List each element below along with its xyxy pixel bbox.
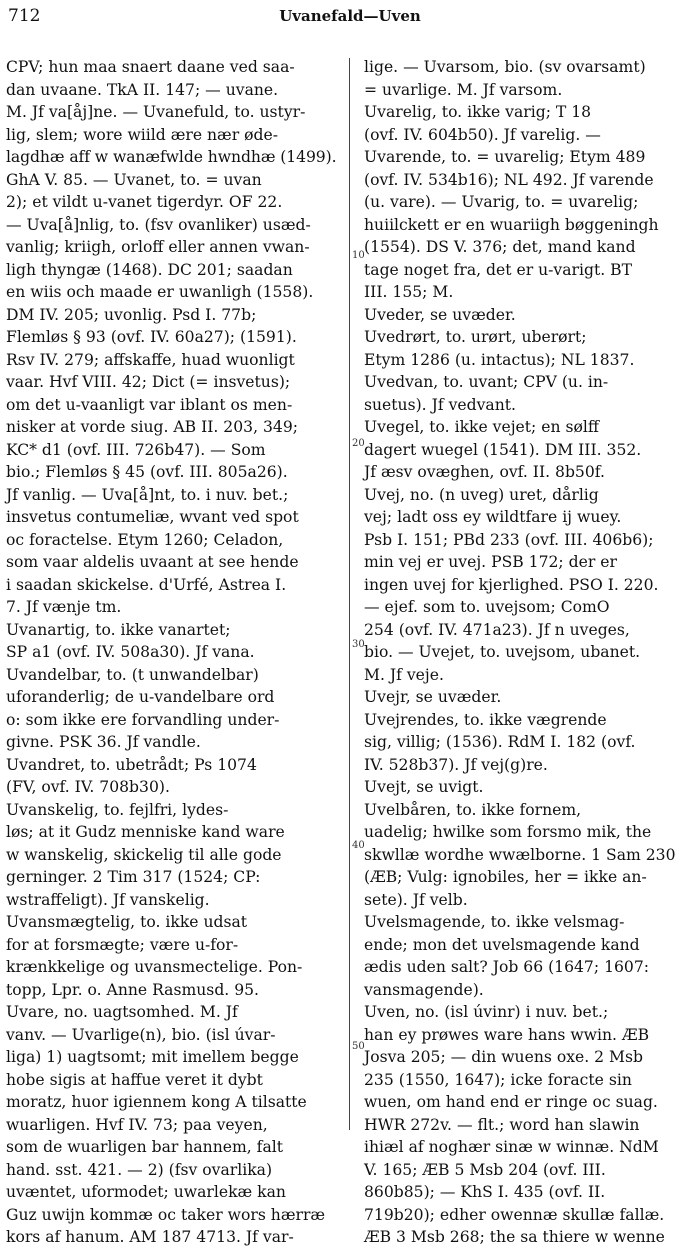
text-line: 860b85); — KhS I. 435 (ovf. II.: [364, 1183, 606, 1201]
text-line: ingen uvej for kjerlighed. PSO I. 220.: [364, 575, 659, 594]
text-line: ende; mon det uvelsmagende kand: [364, 935, 640, 954]
text-line: Uvarende, to. = uvarelig; Etym 489: [364, 148, 646, 166]
text-line: kors af hanum. AM 187 4713. Jf var-: [6, 1228, 294, 1246]
text-line: Guz uwijn kommæ oc taker wors hærræ: [6, 1205, 326, 1224]
text-line: min vej er uvej. PSB 172; der er: [364, 553, 617, 571]
left-column: [6, 56, 337, 1246]
text-line: om det u-vaanligt var iblant os men-: [6, 395, 293, 414]
text-line: lig, slem; wore wiild ære nær øde-: [6, 125, 278, 144]
text-line: ÆB 3 Msb 268; the sa thiere w wenne: [364, 1228, 665, 1246]
text-line: insvetus contumeliæ, wvant ved spot: [6, 508, 299, 526]
text-line: Uvedvan, to. uvant; CPV (u. in-: [364, 373, 609, 391]
text-line: moratz, huor igiennem kong A tilsatte: [6, 1093, 307, 1111]
text-line: KC* d1 (ovf. III. 726b47). — Som: [6, 440, 266, 459]
text-line: GhA V. 85. — Uvanet, to. = uvan: [6, 170, 262, 189]
text-line: Uvedrørt, to. urørt, uberørt;: [364, 328, 587, 346]
text-line: givne. PSK 36. Jf vandle.: [6, 733, 201, 751]
text-line: vanlig; kriigh, orloff eller annen vwan-: [6, 238, 310, 256]
text-line: III. 155; M.: [364, 283, 454, 301]
line-number-30: 30: [352, 639, 365, 650]
text-line: IV. 528b37). Jf vej(g)re.: [364, 755, 548, 774]
text-line: sete). Jf velb.: [364, 890, 468, 909]
line-number-50: 50: [352, 1041, 365, 1052]
text-line: suetus). Jf vedvant.: [364, 395, 516, 414]
text-line: han ey prøwes ware hans wwin. ÆB: [364, 1025, 650, 1044]
text-line: ædis uden salt? Job 66 (1647; 1607:: [364, 958, 650, 976]
text-line: CPV; hun maa snaert daane ved saa-: [6, 58, 295, 76]
text-line: Uvejrendes, to. ikke vægrende: [364, 710, 607, 729]
text-line: oc foractelse. Etym 1260; Celadon,: [6, 530, 284, 549]
text-line: wstraffeligt). Jf vanskelig.: [6, 890, 210, 909]
text-line: (1554). DS V. 376; det, mand kand: [364, 238, 636, 256]
text-line: wuen, om hand end er ringe oc suag.: [364, 1093, 658, 1111]
text-line: topp, Lpr. o. Anne Rasmusd. 95.: [6, 980, 260, 999]
text-line: (ÆB; Vulg: ignobiles, her = ikke an-: [364, 868, 647, 886]
text-line: Jf æsv ovæghen, ovf. II. 8b50f.: [364, 463, 605, 481]
text-line: løs; at it Gudz menniske kand ware: [6, 823, 285, 841]
text-line: gerninger. 2 Tim 317 (1524; CP:: [6, 868, 261, 886]
text-line: 2); et vildt u-vanet tigerdyr. OF 22.: [6, 193, 283, 211]
text-line: uadelig; hwilke som forsmo mik, the: [364, 823, 652, 841]
text-line: hobe sigis at haffue veret it dybt: [6, 1070, 263, 1089]
text-line: vaar. Hvf VIII. 42; Dict (= insvetus);: [6, 373, 291, 391]
text-line: Rsv IV. 279; affskaffe, huad wuonligt: [6, 350, 295, 369]
text-line: vansmagende).: [364, 980, 484, 999]
text-line: Uveder, se uvæder.: [364, 305, 516, 324]
text-line: Josva 205; — din wuens oxe. 2 Msb: [364, 1048, 643, 1066]
text-line: nisker at vorde siug. AB II. 203, 349;: [6, 418, 298, 436]
text-line: 7. Jf vænje tm.: [6, 598, 122, 616]
page-number: 712: [8, 6, 41, 26]
text-line: M. Jf veje.: [364, 665, 444, 684]
text-line: DM IV. 205; uvonlig. Psd I. 77b;: [6, 305, 257, 324]
text-line: Uvanartig, to. ikke vanartet;: [6, 620, 231, 639]
text-line: dagert wuegel (1541). DM III. 352.: [364, 440, 642, 459]
text-line: ligh thyngæ (1468). DC 201; saadan: [6, 260, 293, 279]
text-line: M. Jf va[åj]ne. — Uvanefuld, to. ustyr-: [6, 103, 306, 121]
text-line: bio.; Flemløs § 45 (ovf. III. 805a26).: [6, 463, 288, 481]
text-line: Uvare, no. uagtsomhed. M. Jf: [6, 1003, 238, 1021]
text-line: bio. — Uvejet, to. uvejsom, ubanet.: [364, 643, 641, 661]
text-line: dan uvaane. TkA II. 147; — uvane.: [6, 80, 279, 99]
text-line: (FV, ovf. IV. 708b30).: [6, 778, 170, 796]
text-line: Flemløs § 93 (ovf. IV. 60a27); (1591).: [6, 328, 297, 346]
text-line: tage noget fra, det er u-varigt. BT: [364, 260, 632, 279]
text-line: Uvanskelig, to. fejlfri, lydes-: [6, 800, 229, 819]
text-line: i saadan skickelse. d'Urfé, Astrea I.: [6, 575, 287, 594]
text-line: som vaar aldelis uvaant at see hende: [6, 553, 299, 571]
text-line: Uven, no. (isl úvinr) i nuv. bet.;: [364, 1003, 609, 1021]
text-line: Uvandelbar, to. (t unwandelbar): [6, 665, 259, 684]
text-line: 235 (1550, 1647); icke foracte sin: [364, 1070, 632, 1089]
text-line: Uvejt, se uvigt.: [364, 778, 484, 796]
text-line: wuarligen. Hvf IV. 73; paa veyen,: [6, 1115, 268, 1134]
text-line: en wiis och maade er uwanligh (1558).: [6, 283, 314, 301]
text-line: Uvandret, to. ubetrådt; Ps 1074: [6, 755, 257, 774]
text-line: Jf vanlig. — Uva[å]nt, to. i nuv. bet.;: [6, 485, 289, 504]
text-line: liga) 1) uagtsomt; mit imellem begge: [6, 1048, 299, 1066]
text-line: Etym 1286 (u. intactus); NL 1837.: [364, 350, 635, 369]
text-line: for at forsmægte; være u-for-: [6, 935, 239, 954]
text-line: Uvarelig, to. ikke varig; T 18: [364, 103, 592, 121]
text-line: vej; ladt oss ey wildtfare ij wuey.: [364, 508, 622, 526]
text-line: Uvej, no. (n uveg) uret, dårlig: [364, 485, 599, 504]
right-column: [364, 56, 694, 1246]
text-line: som de wuarligen bar hannem, falt: [6, 1138, 283, 1156]
line-number-40: 40: [352, 840, 365, 851]
text-line: krænkkelige og uvansmectelige. Pon-: [6, 958, 303, 976]
text-line: (ovf. IV. 534b16); NL 492. Jf varende: [364, 170, 654, 189]
text-line: lagdhæ aff w wanæfwlde hwndhæ (1499).: [6, 148, 337, 166]
text-line: uvæntet, uformodet; uwarlekæ kan: [6, 1183, 286, 1201]
text-line: Uvegel, to. ikke vejet; en sølff: [364, 418, 599, 436]
text-line: Uvelbåren, to. ikke fornem,: [364, 800, 582, 819]
text-line: — ejef. som to. uvejsom; ComO: [364, 598, 610, 616]
line-number-10: 10: [352, 250, 365, 261]
text-line: ihiæl af noghær sinæ w winnæ. NdM: [364, 1138, 659, 1156]
text-line: SP a1 (ovf. IV. 508a30). Jf vana.: [6, 643, 255, 661]
running-head: Uvanefald—Uven: [279, 7, 421, 25]
text-line: Psb I. 151; PBd 233 (ovf. III. 406b6);: [364, 530, 654, 549]
text-line: o: som ikke ere forvandling under-: [6, 710, 280, 729]
text-line: Uvansmægtelig, to. ikke udsat: [6, 913, 248, 931]
text-line: sig, villig; (1536). RdM I. 182 (ovf.: [364, 733, 636, 751]
line-number-20: 20: [352, 438, 365, 449]
text-line: lige. — Uvarsom, bio. (sv ovarsamt): [364, 58, 646, 76]
text-line: 254 (ovf. IV. 471a23). Jf n uveges,: [364, 620, 630, 639]
text-line: (ovf. IV. 604b50). Jf varelig. —: [364, 125, 601, 144]
text-line: V. 165; ÆB 5 Msb 204 (ovf. III.: [364, 1160, 606, 1179]
text-line: huiilckett er en wuariigh bøggeningh: [364, 215, 659, 234]
text-line: HWR 272v. — flt.; word han slawin: [364, 1115, 640, 1134]
text-line: Uvejr, se uvæder.: [364, 688, 502, 706]
text-line: vanv. — Uvarlige(n), bio. (isl úvar-: [6, 1025, 276, 1044]
text-line: Uvelsmagende, to. ikke velsmag-: [364, 913, 625, 931]
column-divider: [349, 58, 350, 1130]
text-line: uforanderlig; de u-vandelbare ord: [6, 688, 275, 706]
text-line: hand. sst. 421. — 2) (fsv ovarlika): [6, 1160, 273, 1179]
text-line: = uvarlige. M. Jf varsom.: [364, 80, 563, 99]
text-line: — Uva[å]nlig, to. (fsv ovanliker) usæd-: [6, 215, 311, 234]
text-line: (u. vare). — Uvarig, to. = uvarelig;: [364, 193, 639, 211]
text-line: 719b20); edher owennæ skullæ fallæ.: [364, 1205, 665, 1224]
text-line: w wanskelig, skickelig til alle gode: [6, 845, 282, 864]
text-line: skwllæ wordhe wwælborne. 1 Sam 230: [364, 845, 676, 864]
